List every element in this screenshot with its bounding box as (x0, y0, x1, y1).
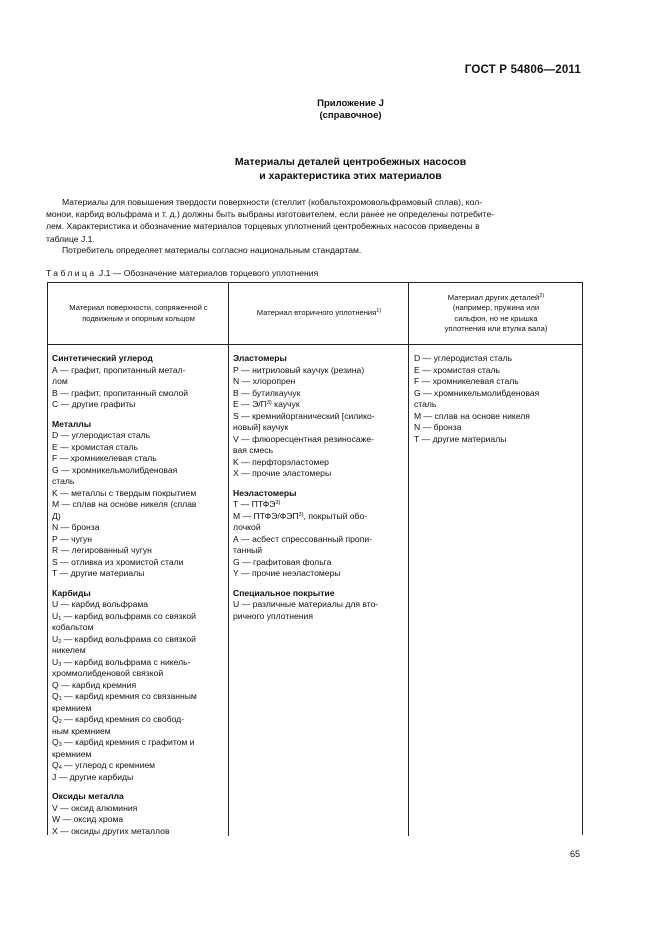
list-item: Е — хромистая сталь (414, 364, 501, 375)
section-heading: Оксиды металла (52, 791, 124, 801)
column-divider (228, 283, 229, 836)
table-caption (46, 268, 318, 279)
paragraph-2 (46, 244, 586, 256)
header-text: Материал вторичного уплотнения (256, 308, 377, 318)
list-item: Р — чугун (52, 533, 93, 544)
list-item: ным кремнием (52, 725, 111, 736)
footnote-ref: 1) (376, 308, 382, 315)
list-item: X — прочие эластомеры (233, 468, 332, 478)
list-item: В — бутилкаучук (233, 387, 301, 398)
list-item: кобальтом (52, 622, 94, 632)
section-heading: Эластомеры (233, 353, 287, 363)
list-item: N — бронза (52, 522, 100, 532)
list-item: лом (52, 376, 68, 386)
section-title-line2: и характеристика этих материалов (259, 170, 442, 182)
list-item: U — карбид вольфрама (52, 599, 149, 609)
list-item: Т — ПТФЭ$^{3)}$ (233, 499, 281, 509)
list-item: G — хромникельмолибденовая (414, 387, 540, 398)
section-heading: Карбиды (52, 587, 91, 598)
materials-table (47, 282, 583, 835)
list-item: кремнием (52, 702, 92, 713)
list-item: М — сплав на основе никеля (414, 410, 530, 421)
list-item: $Q_2$ — карбид кремния со свобод- (52, 714, 185, 725)
header-text: Материал поверхности, сопряженной с (69, 303, 208, 312)
list-item: М — сплав на основе никеля (сплав (52, 499, 197, 509)
paragraph-1-line: таблице J.1. (46, 233, 95, 244)
list-item: G — хромникельмолибденовая (52, 464, 178, 475)
paragraph-2-text: Потребитель определяет материалы согласно национальным стандартам. (62, 245, 362, 255)
column-other-parts-materials (414, 353, 580, 445)
list-item: F — хромникелевая сталь (52, 453, 157, 463)
list-item: K — металлы с твердым покрытием (52, 487, 197, 498)
annex-heading (0, 98, 661, 122)
table-header-row (48, 283, 582, 345)
list-item: Р — нитриловый каучук (резина) (233, 364, 365, 375)
list-item: G — графитовая фольга (233, 556, 332, 567)
standard-number: ГОСТ Р 54806—2011 (464, 64, 581, 76)
list-item: вая смесь (233, 445, 274, 455)
section-heading: Металлы (52, 418, 92, 429)
list-item: Е — хромистая сталь (52, 441, 139, 452)
paragraph-1 (46, 196, 586, 245)
header-cell-other-parts (409, 283, 583, 344)
list-item: Д) (52, 510, 61, 521)
list-item: лочкой (233, 522, 261, 532)
table-caption-label: Таблица (46, 268, 97, 278)
list-item: D — углеродистая сталь (414, 353, 513, 363)
list-item: $Q_3$ — карбид кремния с графитом и (52, 737, 195, 748)
list-item: N — хлоропрен (233, 376, 296, 386)
section-heading: Синтетический углерод (52, 353, 153, 363)
list-item: $U_3$ — карбид вольфрама с никель- (52, 656, 191, 668)
list-item: D — углеродистая сталь (52, 430, 151, 440)
header-cell-face-material (48, 283, 229, 344)
column-divider (408, 283, 409, 836)
list-item: кремнием (52, 748, 92, 759)
paragraph-1-line: монои, карбид вольфрама и т. д.) должны быть выбраны изготовителем, если ранее не определены потребите- (46, 209, 495, 220)
header-text: уплотнения или втулка вала) (444, 324, 548, 333)
table-caption-text: J.1 — Обозначение материалов торцевого уплотнения (98, 268, 319, 278)
list-item: $U_2$ — карбид вольфрама со связкой (52, 633, 196, 645)
list-item: новый] каучук (233, 422, 289, 432)
list-item: М — ПТФЭ/ФЭП$^{3)}$, покрытый обо- (233, 510, 368, 521)
list-item: R — легированный чугун (52, 545, 152, 555)
list-item: $Q_1$ — карбид кремния со связанным (52, 691, 197, 702)
list-item: J — другие карбиды (52, 771, 134, 782)
footnote-ref: 2) (539, 292, 545, 299)
list-item: $Q_4$ — углерод с кремнием (52, 760, 156, 771)
header-cell-secondary-seal (229, 283, 409, 344)
section-title (0, 155, 661, 183)
list-item: V — оксид алюминия (52, 802, 138, 813)
header-text: (например, пружина или (452, 303, 540, 312)
section-heading: Неэластомеры (233, 487, 297, 498)
list-item: Y — прочие неэластомеры (233, 568, 341, 578)
page-number: 65 (570, 849, 581, 859)
column-face-materials (52, 353, 224, 837)
list-item: никелем (52, 645, 86, 655)
list-item: сталь (52, 476, 75, 486)
list-item: С — другие графиты (52, 399, 136, 409)
list-item: Т — другие материалы (52, 568, 145, 578)
section-heading: Специальное покрытие (233, 587, 335, 598)
list-item: Т — другие материалы (414, 433, 507, 444)
list-item: Q — карбид кремния (52, 679, 137, 690)
list-item: K — перфторэластомер (233, 456, 329, 467)
annex-title: Приложение J (317, 98, 384, 109)
list-item: $U_1$ — карбид вольфрама со связкой (52, 610, 196, 622)
list-item: N — бронза (414, 422, 462, 432)
list-item: сталь (414, 399, 437, 409)
list-item: танный (233, 545, 263, 555)
paragraph-1-line: лем. Характеристика и обозначение материалов торцевых уплотнений центробежных насосов приведены в (46, 221, 480, 232)
annex-subtitle: (справочное) (319, 110, 382, 121)
list-item: А — асбест спрессованный пропи- (233, 533, 373, 544)
header-text: Материал других деталей (447, 292, 540, 302)
list-item: S — отливка из хромистой стали (52, 556, 184, 567)
list-item: X — оксиды других металлов (52, 825, 170, 836)
list-item: U — различные материалы для вто- (233, 599, 379, 609)
list-item: А — графит, пропитанный метал- (52, 364, 186, 375)
paragraph-1-line: Материалы для повышения твердости поверхности (стеллит (кобальтохромовольфрамовый сплав), кол- (62, 197, 483, 207)
list-item: S — кремнийорганический [силико- (233, 410, 375, 421)
list-item: V — флюоресцентная резиносаже- (233, 433, 375, 444)
list-item: Е — $Э/П^{3)}$ каучук (233, 399, 300, 409)
list-item: хроммолибденовой связкой (52, 668, 164, 678)
column-secondary-seal-materials (233, 353, 405, 622)
list-item: В — графит, пропитанный смолой (52, 387, 189, 398)
section-title-line1: Материалы деталей центробежных насосов (234, 156, 467, 168)
header-text: сильфон, но не крышка (454, 313, 538, 323)
list-item: F — хромникелевая сталь (414, 376, 519, 386)
header-text: подвижным и опорным кольцом (82, 313, 195, 323)
list-item: ричного уплотнения (233, 610, 314, 621)
list-item: W — оксид хрома (52, 814, 124, 824)
